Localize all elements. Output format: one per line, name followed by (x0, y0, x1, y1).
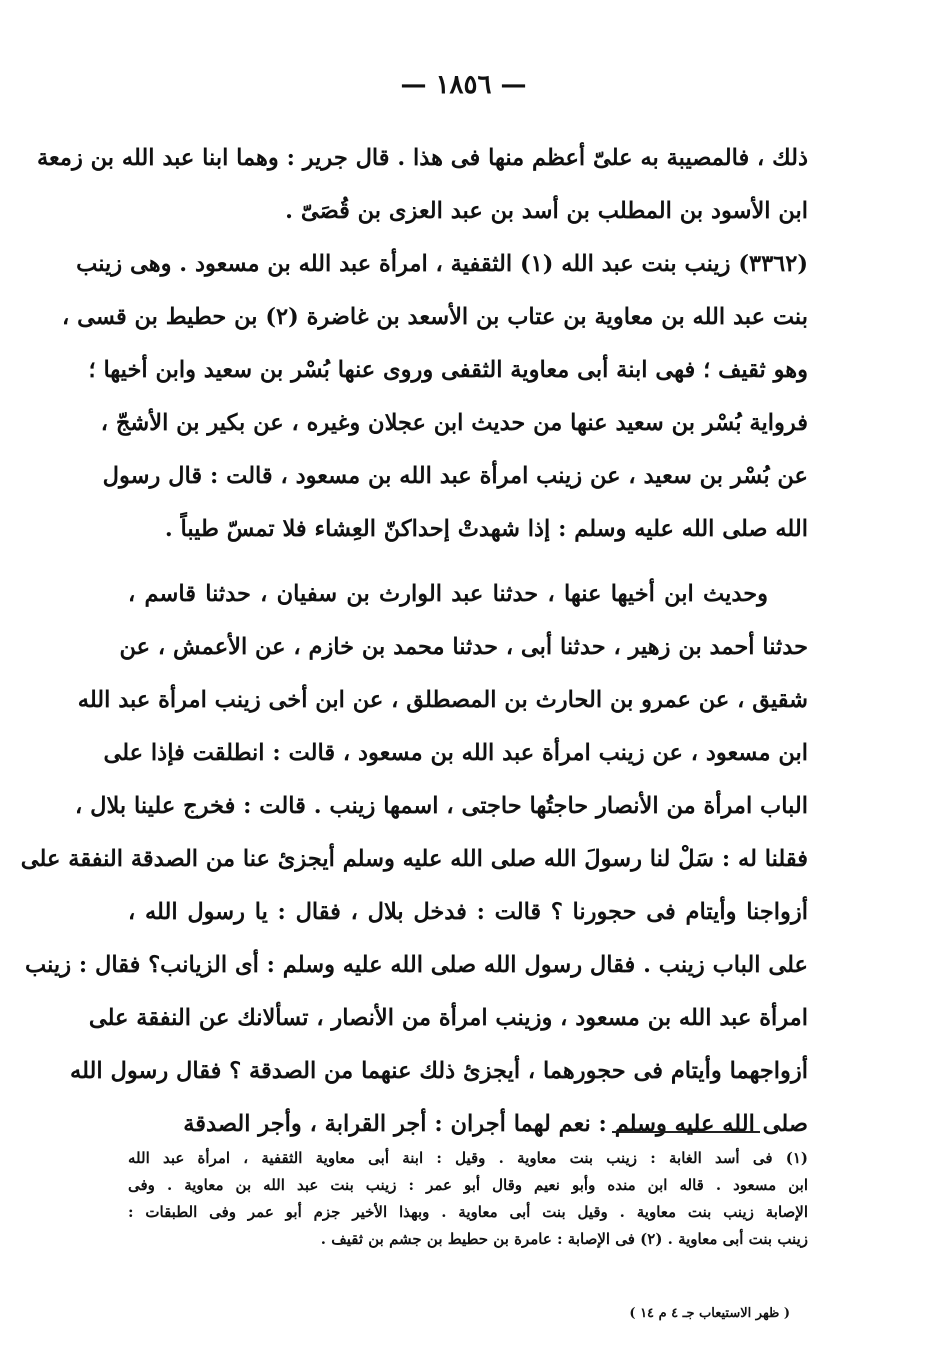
text-line: أزواجنا وأيتام فى حجورنا ؟ قالت : فدخل بلال ، فقال : يا رسول الله ، (128, 899, 808, 925)
footnote-line: زينب بنت أبى معاوية . (٢) فى الإصابة : عامرة بن حطيط بن جشم بن ثقيف . (320, 1230, 808, 1248)
text-line: ابن مسعود ، عن زينب امرأة عبد الله بن مسعود ، قالت : انطلقت فإذا على (103, 740, 808, 766)
text-line: الباب امرأة من الأنصار حاجتُها حاجتى ، اسمها زينب . قالت : فخرج علينا بلال ، (75, 793, 808, 819)
footnote-line: ابن مسعود . قاله ابن منده وأبو نعيم وقال أبو عمر : زينب بنت عبد الله بن معاوية . وفى (128, 1176, 808, 1194)
footnote-line: الإصابة زينب بنت معاوية . وقيل بنت أبى معاوية . وبهذا الأخير جزم أبو عمر وفى الطبقات : (128, 1203, 808, 1221)
text-line: ذلك ، فالمصيبة به علىّ أعظم منها فى هذا . قال جرير : وهما ابنا عبد الله بن زمعة (36, 145, 808, 171)
text-line: على الباب زينب . فقال رسول الله صلى الله عليه وسلم : أى الزيانب؟ فقال : زينب (25, 952, 808, 978)
footnotes (128, 1145, 808, 1253)
text-line: فرواية بُسْر بن سعيد عنها من حديث ابن عجلان وغيره ، عن بكير بن الأشجّ ، (100, 410, 808, 436)
text-line: امرأة عبد الله بن مسعود ، وزينب امرأة من الأنصار ، تسألانك عن النفقة على (88, 1005, 808, 1031)
text-line: أزواجهما وأيتام فى حجورهما ، أيجزئ ذلك عنهما من الصدقة ؟ فقال رسول الله (70, 1058, 808, 1084)
text-line: ابن الأسود بن المطلب بن أسد بن عبد العزى بن قُصَىّ . (285, 198, 808, 224)
paragraph-start-line: وحديث ابن أخيها عنها ، حدثنا عبد الوارث بن سفيان ، حدثنا قاسم ، (128, 581, 768, 607)
page-number: — ١٨٥٦ — (400, 70, 527, 100)
text-line: حدثنا أحمد بن زهير ، حدثنا أبى ، حدثنا محمد بن خازم ، عن الأعمش ، عن (119, 634, 808, 660)
text-line: عن بُسْر بن سعيد ، عن زينب امرأة عبد الله بن مسعود ، قالت : قال رسول (102, 463, 808, 489)
footnote-divider (612, 1131, 760, 1133)
entry-heading-line: (٣٣٦٢) زينب بنت عبد الله (١) الثقفية ، امرأة عبد الله بن مسعود . وهى زينب (76, 251, 808, 277)
text-line: بنت عبد الله بن معاوية بن عتاب بن الأسعد بن غاضرة (٢) بن حطيط بن قسى ، (62, 304, 808, 330)
text-line: وهو ثقيف ؛ فهى ابنة أبى معاوية الثقفى وروى عنها بُسْر بن سعيد وابن أخيها ؛ (88, 357, 808, 383)
text-line: الله صلى الله عليه وسلم : إذا شهدتْ إحداكنّ العِشاء فلا تمسّ طيباً . (164, 516, 808, 542)
main-text (20, 132, 808, 1151)
footnote-line: (١) فى أسد الغابة : زينب بنت معاوية . وقيل : ابنة أبى معاوية الثقفية ، امرأة عبد الله (128, 1149, 808, 1167)
printer-signature: ( ظهر الاستيعاب جـ ٤ م ١٤ ) (629, 1306, 790, 1321)
text-line: صلى الله عليه وسلم : نعم لهما أجران : أجر القرابة ، وأجر الصدقة (183, 1111, 808, 1137)
text-line: شقيق ، عن عمرو بن الحارث بن المصطلق ، عن ابن أخى زينب امرأة عبد الله (77, 687, 808, 713)
text-line: فقلنا له : سَلْ لنا رسولَ الله صلى الله عليه وسلم أيجزئ عنا من الصدقة النفقة على (20, 846, 808, 872)
